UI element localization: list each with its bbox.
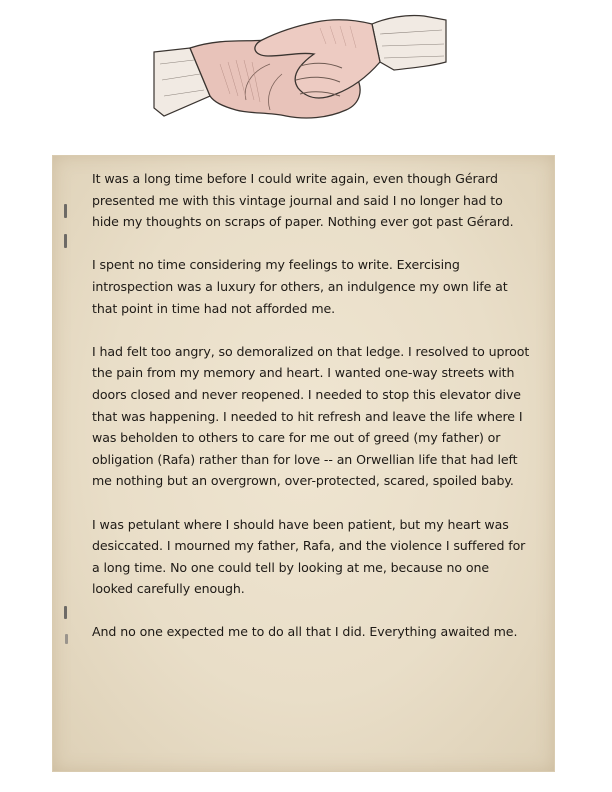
binding-stitch	[64, 234, 67, 248]
journal-paragraph: I was petulant where I should have been patient, but my heart was desiccated. I mourned my father, Rafa, and the violence I suffered for a long time. No one could tell by looking at me, because no one looked carefully enough.	[92, 516, 526, 597]
journal-paragraph: I had felt too angry, so demoralized on that ledge. I resolved to uproot the pain from my memory and heart. I wanted one-way streets with doors closed and never reopened. I needed to stop this elevator dive that was happening. I needed to hit refresh and leave the life where I was beholden to others to care for me out of greed (my father) or obligation (Rafa) rather than for love -- an Orwellian life that had left me nothing but an overgrown, over-protected, scared, spoiled baby.	[92, 343, 530, 489]
journal-paragraph: It was a long time before I could write again, even though Gérard presented me with this vintage journal and said I no longer had to hide my thoughts on scraps of paper. Nothing ever got past Gérard.	[92, 171, 514, 230]
journal-paragraph: I spent no time considering my feelings to write. Exercising introspection was a luxury for others, an indulgence my own life at that point in time had not afforded me.	[92, 257, 508, 316]
handshake-icon	[150, 4, 450, 142]
binding-stitch	[65, 634, 68, 644]
journal-paragraph: And no one expected me to do all that I did. Everything awaited me.	[92, 624, 518, 640]
binding-stitch	[64, 606, 67, 619]
binding-stitch	[64, 204, 67, 218]
journal-entry	[92, 168, 532, 665]
